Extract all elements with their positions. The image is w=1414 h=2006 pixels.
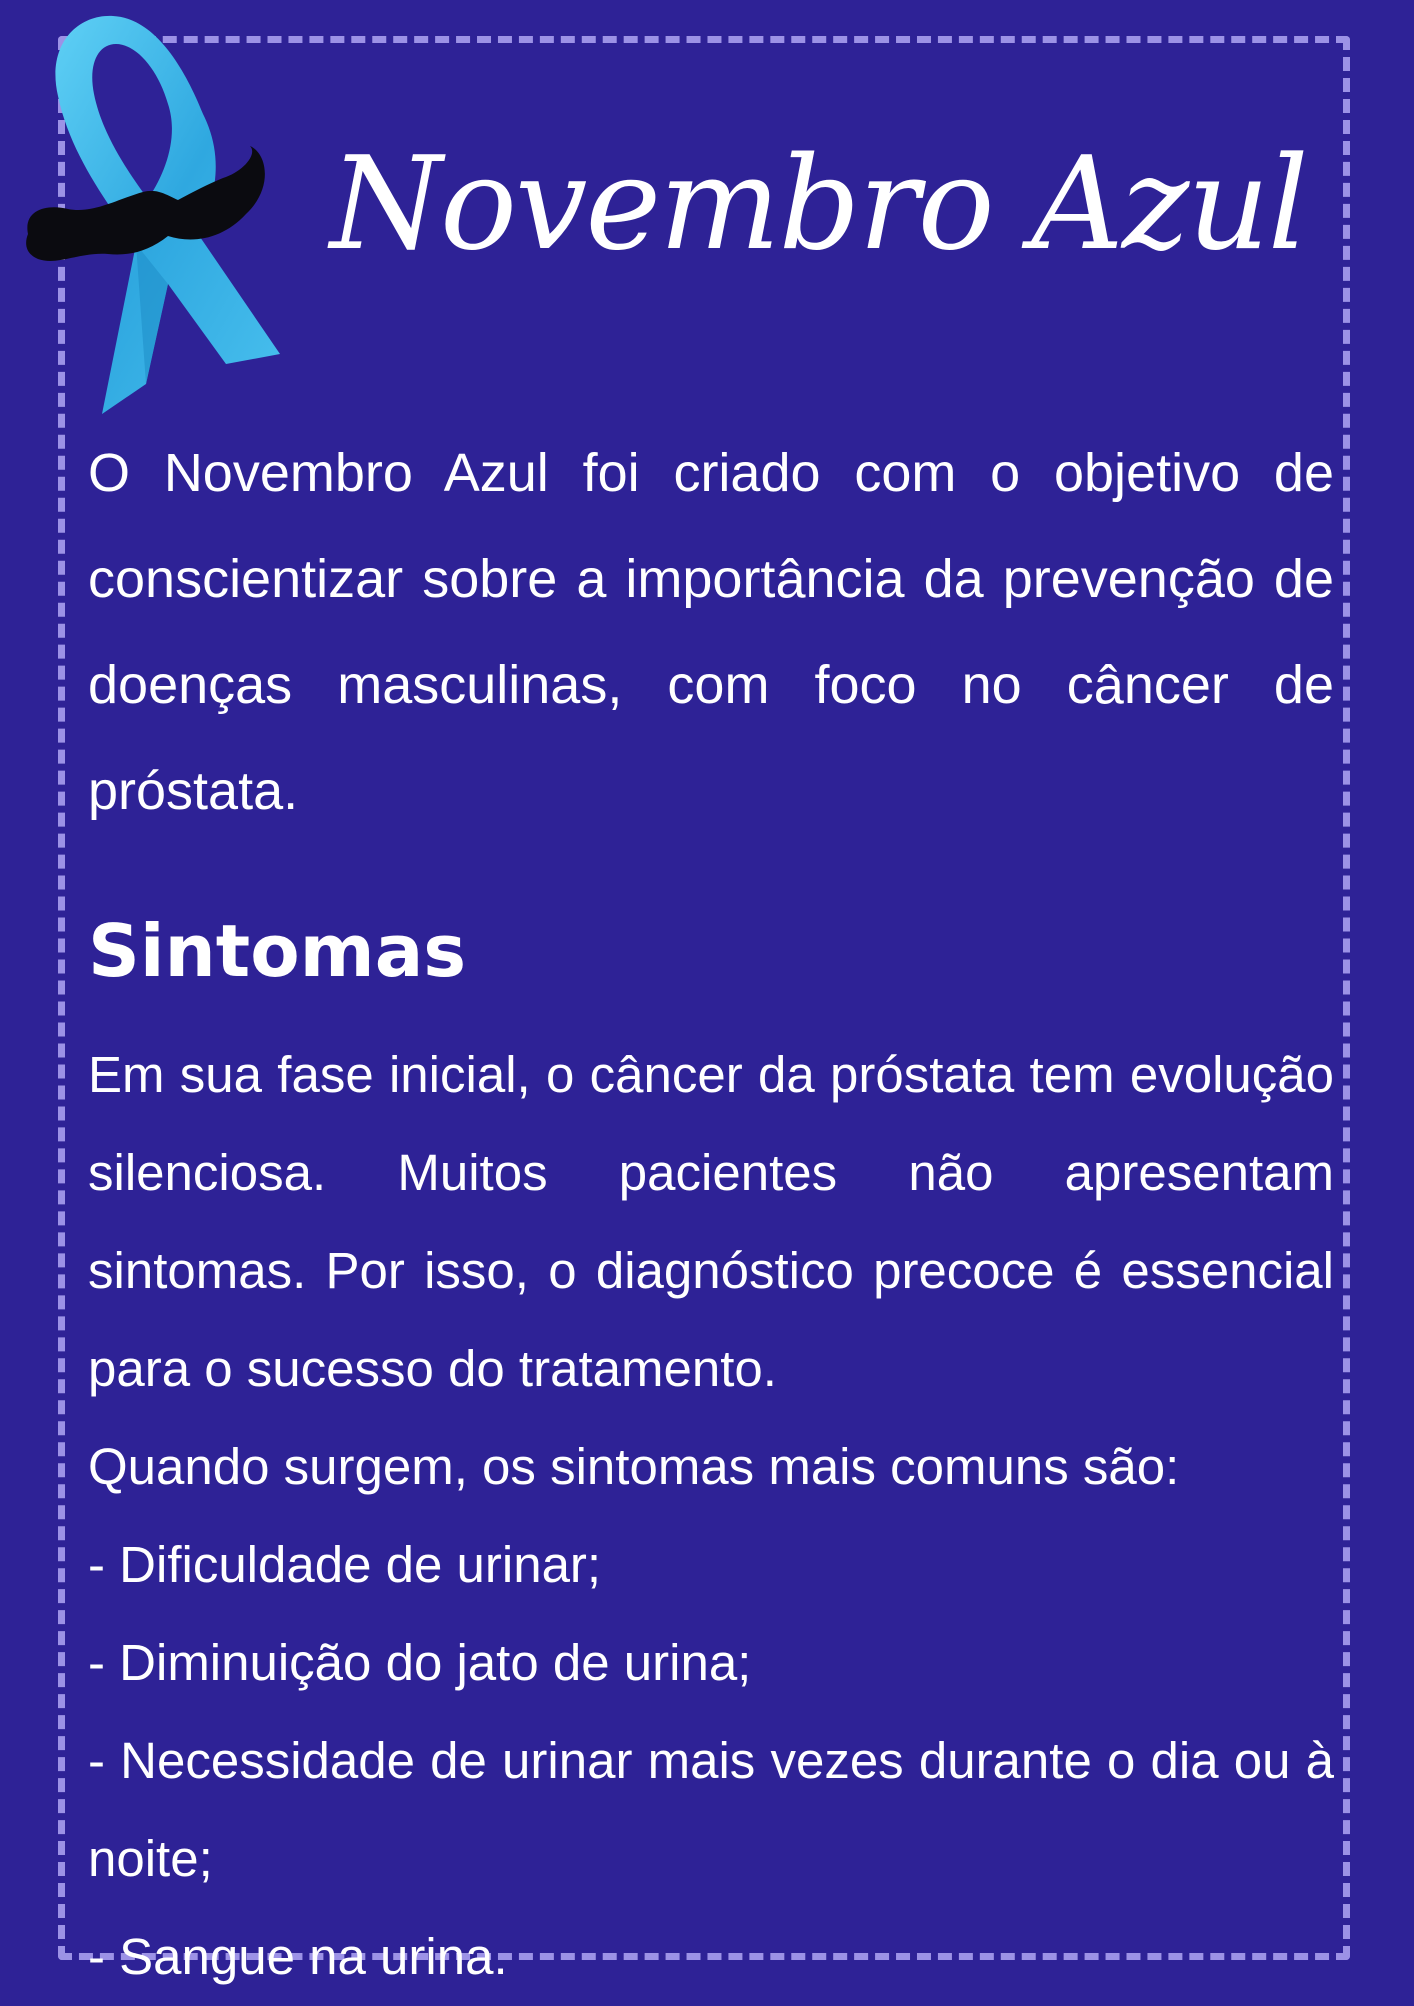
symptom-item: - Dificuldade de urinar; xyxy=(88,1536,602,1593)
symptoms-paragraph: Em sua fase inicial, o câncer da próstata tem evolução silenciosa. Muitos pacientes não apresentam sintomas. Por isso, o diagnóstico precoce é essencial para o sucesso do tratamento. xyxy=(88,1046,1334,1397)
symptoms-list-intro: Quando surgem, os sintomas mais comuns são: xyxy=(88,1438,1180,1495)
content-block xyxy=(88,420,1334,2006)
page-title: Novembro Azul xyxy=(330,130,1307,279)
symptom-item: - Sangue na urina. xyxy=(88,1928,508,1985)
symptoms-heading: Sintomas xyxy=(88,909,467,993)
symptom-item: - Diminuição do jato de urina; xyxy=(88,1634,752,1691)
symptom-item: - Necessidade de urinar mais vezes durante o dia ou à noite; xyxy=(88,1732,1334,1887)
symptoms-section xyxy=(88,1026,1334,2006)
awareness-ribbon-icon xyxy=(18,4,288,424)
intro-paragraph: O Novembro Azul foi criado com o objetivo de conscientizar sobre a importância da prevenção de doenças masculinas, com foco no câncer de próstata. xyxy=(88,443,1334,821)
